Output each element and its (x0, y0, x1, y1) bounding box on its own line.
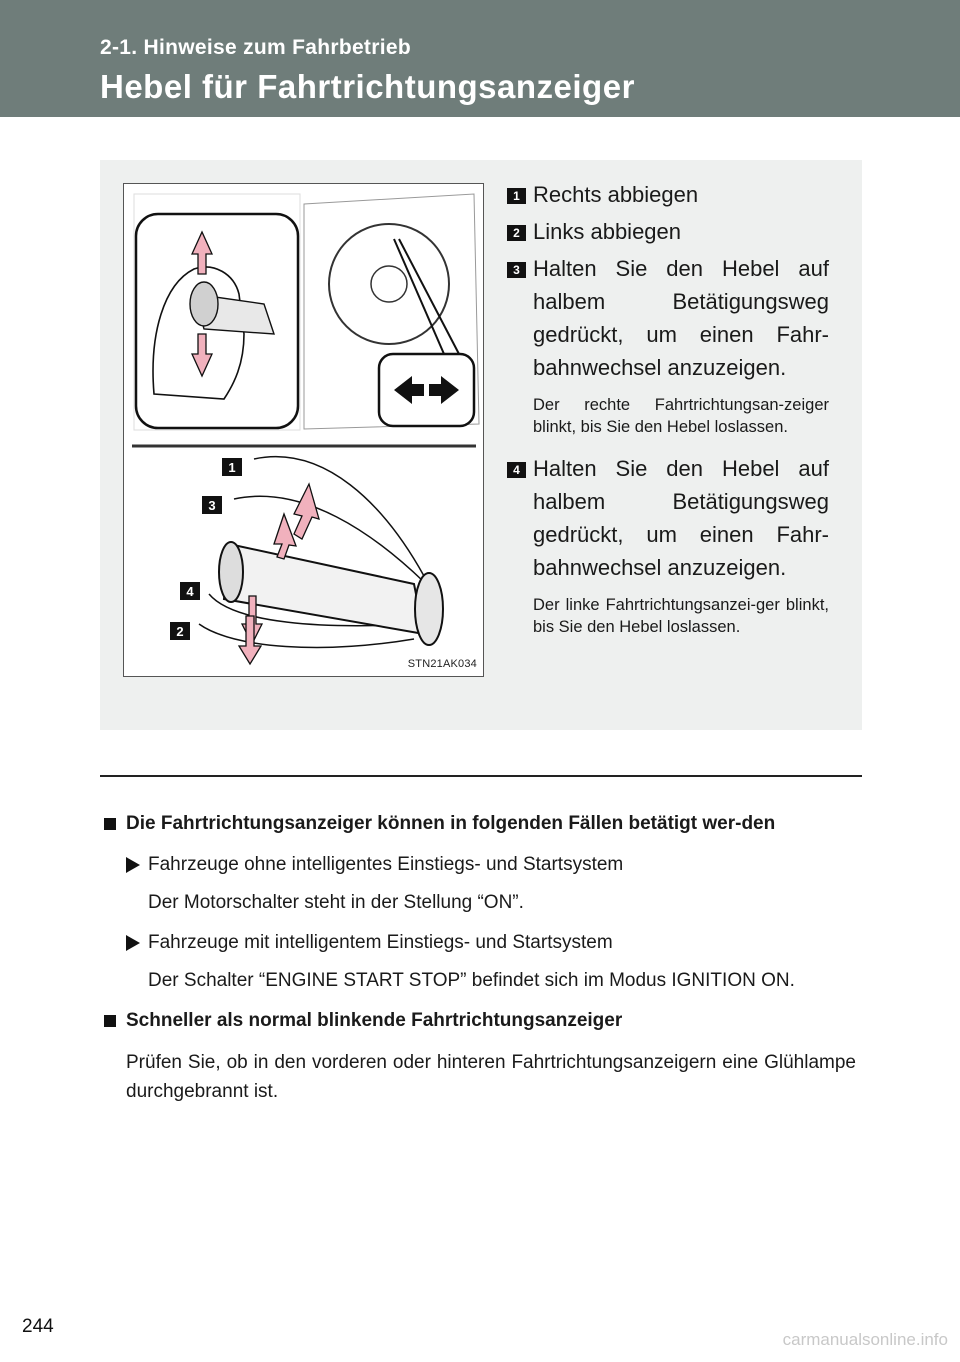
fast-blinking-text: Prüfen Sie, ob in den vorderen oder hinteren Fahrtrichtungsanzeigern eine Glühlampe durchgebrannt ist. (126, 1052, 856, 1102)
legend-item-2 (507, 215, 829, 248)
topic-heading-operation (100, 810, 856, 837)
watermark: carmanualsonline.info (782, 1330, 948, 1349)
legend-number: 3 (507, 262, 526, 278)
lever-tip (219, 542, 243, 602)
lever-base (415, 573, 443, 645)
legend-text: Links abbiegen (533, 219, 682, 244)
case-without-smart-key (100, 851, 856, 878)
legend-note-4: Der linke Fahrtrichtungsanzei-ger blinkt, bis Sie den Hebel loslassen. (533, 596, 829, 636)
lever-tip-inset (190, 282, 218, 326)
lever-illustration (124, 184, 483, 676)
square-bullet-icon (104, 1015, 116, 1027)
case-label: Fahrzeuge ohne intelligentes Einstiegs- und Startsystem (148, 854, 624, 875)
section-label: 2-1. Hinweise zum Fahrbetrieb (100, 36, 411, 59)
callout-2: 2 (176, 624, 184, 639)
page-title: Hebel für Fahrtrichtungsanzeiger (100, 68, 635, 105)
topic-heading-fast-blinking (100, 1007, 856, 1034)
callout-1: 1 (228, 460, 236, 475)
square-bullet-icon (104, 818, 116, 830)
case-detail: Der Motorschalter steht in der Stellung “ON”. (148, 892, 524, 913)
legend-note-3: Der rechte Fahrtrichtungsan-zeiger blinkt, bis Sie den Hebel loslassen. (533, 396, 829, 436)
page-header (0, 0, 960, 117)
section-divider (100, 775, 862, 777)
turn-signal-lever-figure (123, 183, 484, 677)
arrow-right-lane-icon (274, 514, 296, 559)
legend-number: 2 (507, 225, 526, 241)
case-with-smart-key (100, 929, 856, 956)
legend-text: Rechts abbiegen (533, 182, 699, 207)
legend-item-4 (507, 452, 829, 584)
topic-heading-text: Die Fahrtrichtungsanzeiger können in folgenden Fällen betätigt wer-den (126, 813, 776, 834)
callout-3: 3 (208, 498, 216, 513)
legend-text: Halten Sie den Hebel auf halbem Betätigungsweg gedrückt, um einen Fahr-bahnwechsel anzuzeigen. (533, 456, 829, 580)
notes-section (100, 810, 856, 1106)
topic-heading-text: Schneller als normal blinkende Fahrtrichtungsanzeiger (126, 1010, 623, 1031)
figure-legend (507, 178, 829, 652)
triangle-bullet-icon (126, 935, 140, 951)
legend-number: 4 (507, 462, 526, 478)
triangle-bullet-icon (126, 857, 140, 873)
figure-code: STN21AK034 (407, 658, 477, 670)
arrow-right-turn-icon (294, 484, 319, 539)
legend-number: 1 (507, 188, 526, 204)
arrow-left-turn-icon (239, 616, 261, 664)
inset-arrows-frame (379, 354, 474, 426)
callout-4: 4 (186, 584, 194, 599)
case-label: Fahrzeuge mit intelligentem Einstiegs- und Startsystem (148, 932, 613, 953)
case-detail: Der Schalter “ENGINE START STOP” befindet sich im Modus IGNITION ON. (148, 970, 795, 991)
legend-item-1 (507, 178, 829, 211)
page-number: 244 (22, 1316, 54, 1337)
legend-text: Halten Sie den Hebel auf halbem Betätigungsweg gedrückt, um einen Fahr-bahnwechsel anzuzeigen. (533, 256, 829, 380)
legend-item-3 (507, 252, 829, 384)
